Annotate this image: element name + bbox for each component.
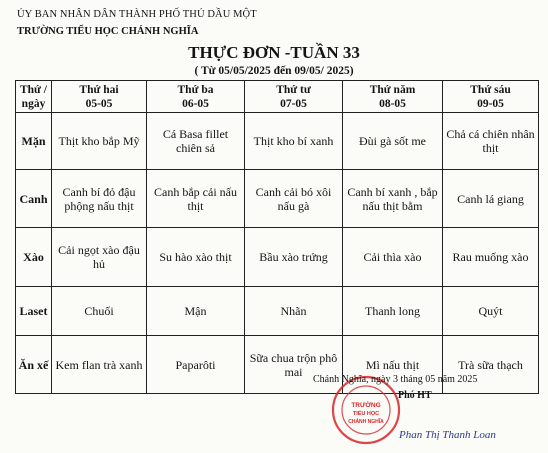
menu-cell: Chả cá chiên nhân thịt	[443, 113, 539, 170]
menu-cell: Rau muống xào	[443, 228, 539, 287]
corner-line-1: Thứ /	[19, 83, 48, 96]
date-range: ( Từ 05/05/2025 đến 09/05/ 2025)	[194, 65, 354, 77]
menu-cell: Su hào xào thịt	[147, 228, 245, 287]
row-label: Ăn xế	[16, 336, 52, 394]
day-name: Thứ năm	[369, 83, 416, 96]
menu-cell: Canh bí xanh , bắp nấu thịt bằm	[343, 170, 443, 228]
table-row	[16, 228, 539, 287]
menu-cell: Thanh long	[343, 287, 443, 336]
corner-line-2: ngày	[21, 97, 46, 110]
menu-cell: Chuối	[52, 287, 147, 336]
menu-cell: Cá Basa fillet chiên sả	[147, 113, 245, 170]
school-name: TRƯỜNG TIỂU HỌC CHÁNH NGHĨA	[17, 26, 199, 37]
menu-cell: Sữa chua trộn phô mai	[245, 336, 343, 394]
menu-cell: Trà sữa thạch	[443, 336, 539, 394]
row-label: Xào	[16, 228, 52, 287]
org-name: ỦY BAN NHÂN DÂN THÀNH PHỐ THỦ DẦU MỘT	[17, 9, 257, 20]
day-header	[245, 81, 343, 113]
menu-cell: Thịt kho bí xanh	[245, 113, 343, 170]
day-header	[443, 81, 539, 113]
menu-cell: Kem flan trà xanh	[52, 336, 147, 394]
menu-cell: Paparôti	[147, 336, 245, 394]
table-row	[16, 170, 539, 228]
menu-cell: Mận	[147, 287, 245, 336]
menu-cell: Mì nấu thịt	[343, 336, 443, 394]
menu-cell: Cải ngọt xào đậu hủ	[52, 228, 147, 287]
day-name: Thứ hai	[79, 83, 119, 96]
header-row	[16, 81, 539, 113]
signer-name: Phan Thị Thanh Loan	[399, 429, 496, 441]
menu-cell: Bầu xào trứng	[245, 228, 343, 287]
row-label: Canh	[16, 170, 52, 228]
day-name: Thứ sáu	[470, 83, 511, 96]
day-date: 05-05	[85, 97, 113, 110]
menu-cell: Quýt	[443, 287, 539, 336]
corner-cell	[16, 81, 52, 113]
signature-role: Phó HT	[398, 390, 432, 401]
svg-text:CHÁNH NGHĨA: CHÁNH NGHĨA	[348, 419, 384, 425]
signature-place-date: Chánh Nghĩa, ngày 3 tháng 05 năm 2025	[313, 374, 478, 385]
table-row	[16, 113, 539, 170]
day-date: 08-05	[379, 97, 406, 110]
day-header	[343, 81, 443, 113]
svg-text:TRƯỜNG: TRƯỜNG	[351, 402, 381, 409]
day-date: 06-05	[182, 97, 209, 110]
menu-cell: Canh bắp cải nấu thịt	[147, 170, 245, 228]
day-header	[147, 81, 245, 113]
menu-cell: Thịt kho bắp Mỹ	[52, 113, 147, 170]
menu-cell: Cải thìa xào	[343, 228, 443, 287]
menu-cell: Đùi gà sốt me	[343, 113, 443, 170]
menu-cell: Canh bí đỏ đậu phộng nấu thịt	[52, 170, 147, 228]
table-row	[16, 287, 539, 336]
row-label: Mặn	[16, 113, 52, 170]
menu-cell: Canh cải bó xôi nấu gà	[245, 170, 343, 228]
menu-cell: Canh lá giang	[443, 170, 539, 228]
svg-text:TIỂU HỌC: TIỂU HỌC	[352, 411, 380, 417]
menu-table	[15, 80, 539, 394]
day-name: Thứ tư	[276, 83, 311, 96]
day-name: Thứ ba	[177, 83, 214, 96]
day-date: 07-05	[280, 97, 307, 110]
menu-cell: Nhãn	[245, 287, 343, 336]
page-title: THỰC ĐƠN -TUẦN 33	[188, 43, 360, 62]
day-date: 09-05	[477, 97, 504, 110]
day-header	[52, 81, 147, 113]
row-label: Laset	[16, 287, 52, 336]
